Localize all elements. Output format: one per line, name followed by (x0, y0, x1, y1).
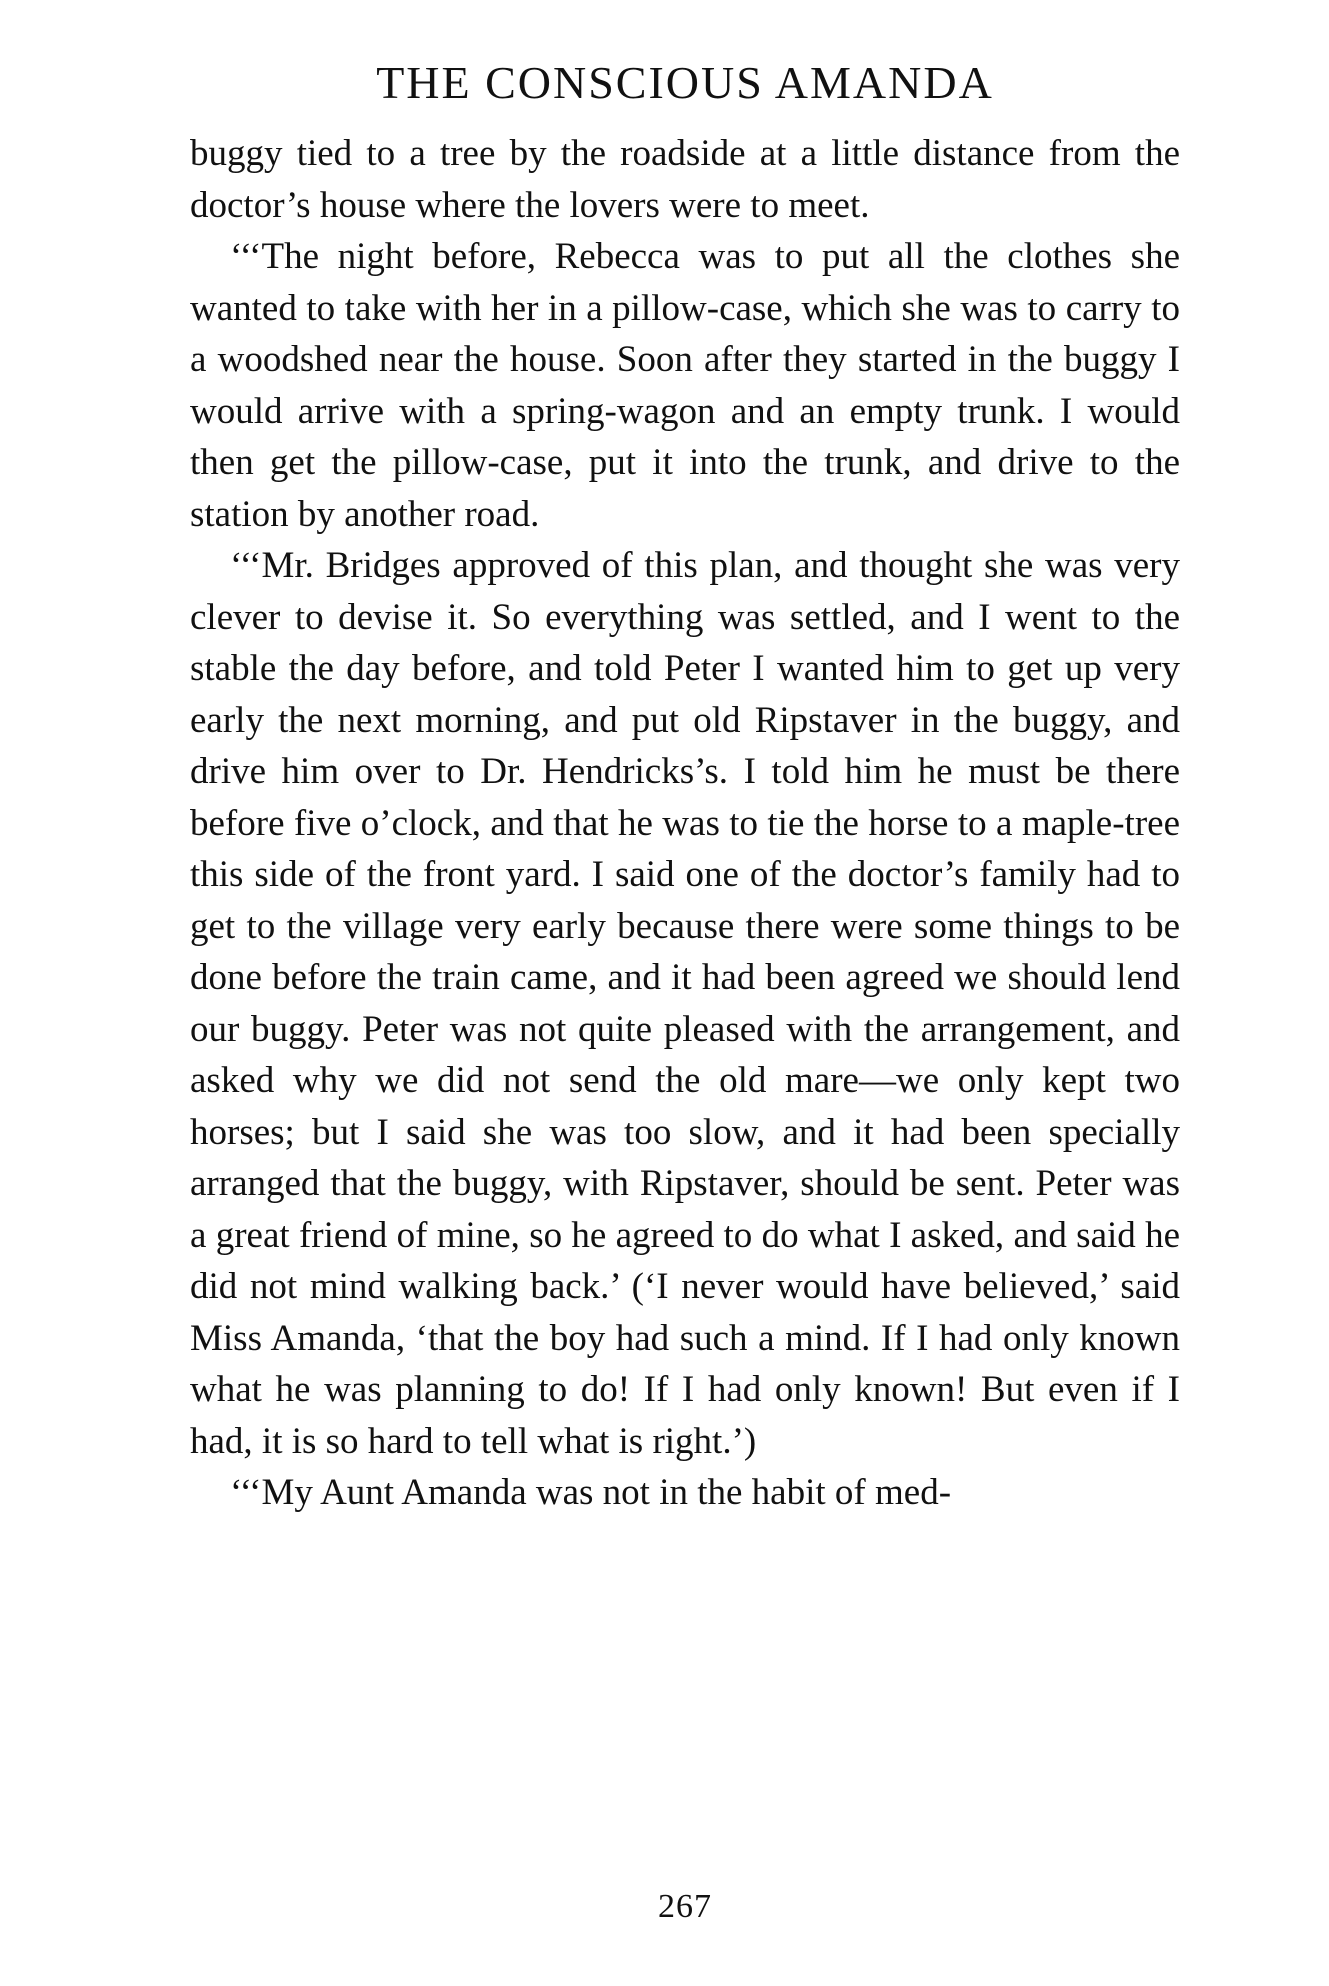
page-number: 267 (658, 1888, 712, 1925)
paragraph-mr-bridges: ‘‘‘Mr. Bridges approved of this plan, and thought she was very clever to devise it. So everything was settled, and I went to the stable the day before, and told Peter I wanted him to get up very early the next morning, and put old Ripstaver in the buggy, and drive him over to Dr. Hendricks’s. I told him he must be there before five o’clock, and that he was to tie the horse to a maple-tree this side of the front yard. I said one of the doctor’s family had to get to the village very early because there were some things to be done before the train came, and it had been agreed we should lend our buggy. Peter was not quite pleased with the arrangement, and asked why we did not send the old mare—we only kept two horses; but I said she was too slow, and it had been specially arranged that the buggy, with Ripstaver, should be sent. Peter was a great friend of mine, so he agreed to do what I asked, and said he did not mind walking back.’ (‘I never would have believed,’ said Miss Amanda, ‘that the boy had such a mind. If I had only known what he was planning to do! If I had only known! But even if I had, it is so hard to tell what is right.’) (190, 545, 1180, 1462)
paragraph-continuation: buggy tied to a tree by the roadside at a little distance from the doctor’s house where the lovers were to meet. (190, 133, 1180, 226)
body-text (190, 128, 1180, 1519)
running-title: THE CONSCIOUS AMANDA (376, 57, 994, 108)
paragraph-aunt-amanda: ‘‘‘My Aunt Amanda was not in the habit of med- (230, 1472, 952, 1513)
paragraph-night-before: ‘‘‘The night before, Rebecca was to put all the clothes she wanted to take with her in a pillow-case, which she was to carry to a woodshed near the house. Soon after they started in the buggy I would arrive with a spring-wagon and an empty trunk. I would then get the pillow-case, put it into the trunk, and drive to the station by another road. (190, 236, 1180, 535)
book-page (190, 50, 1180, 1950)
